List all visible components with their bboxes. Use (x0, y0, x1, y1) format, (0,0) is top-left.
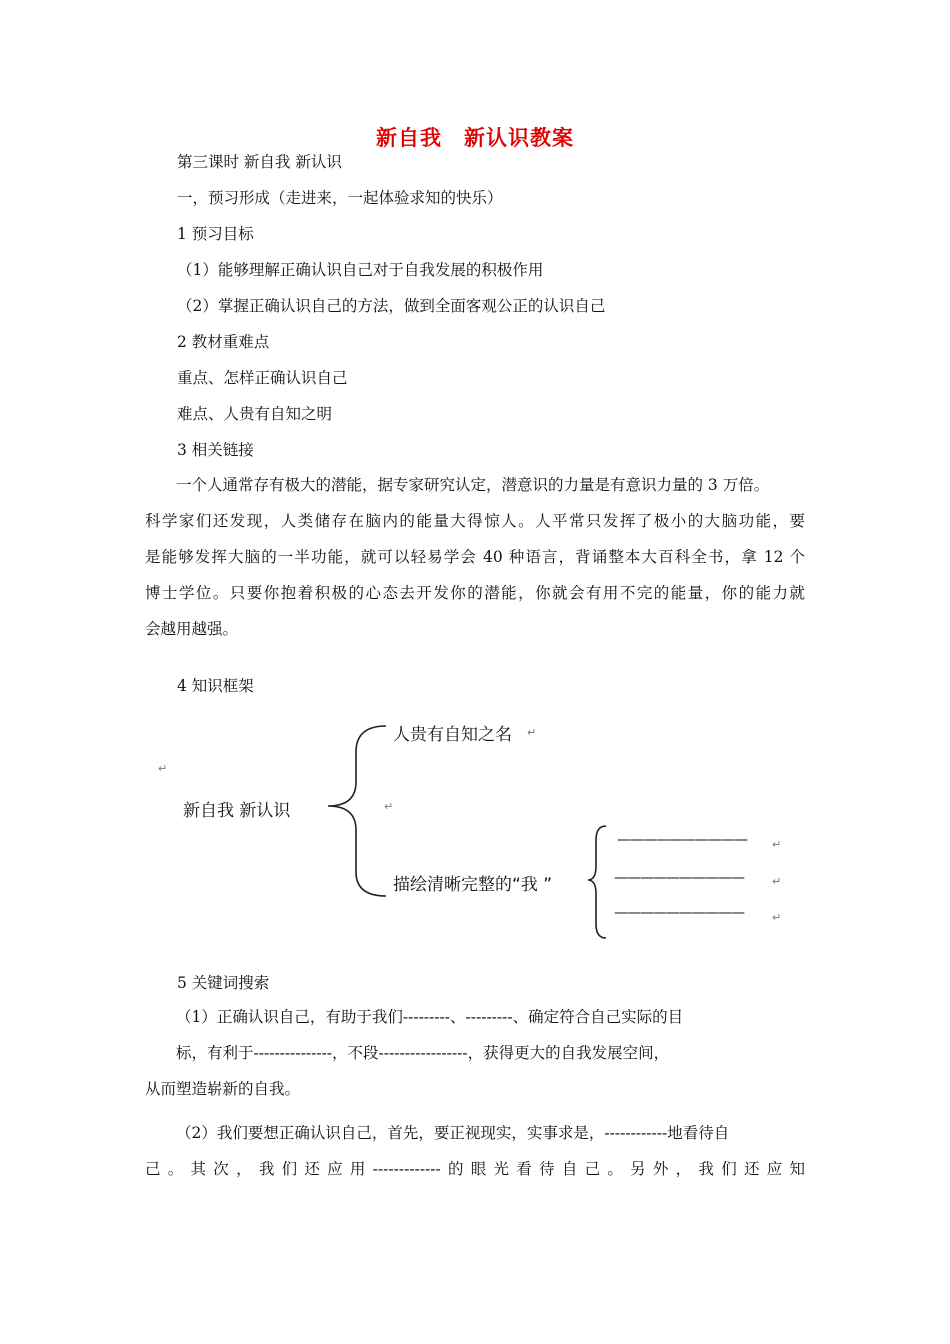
return-mark: ↵ (158, 762, 168, 775)
item5-heading: 5 关键词搜索 (177, 974, 270, 992)
return-mark: ↵ (527, 726, 537, 739)
return-mark: ↵ (772, 875, 782, 888)
blank-line: —————————— (614, 870, 744, 886)
return-mark: ↵ (772, 911, 782, 924)
item3-heading: 3 相关链接 (177, 441, 254, 459)
sub-brace (588, 826, 606, 938)
paragraph-line: 一个人通常存有极大的潜能，据专家研究认定，潜意识的力量是有意识力量的 3 万倍。 (176, 476, 770, 494)
goal-2: （2）掌握正确认识自己的方法，做到全面客观公正的认识自己 (177, 297, 606, 315)
question-line: 己。其次，我们还应用-------------的眼光看待自己。另外，我们还应知 (145, 1160, 805, 1178)
blank-line: —————————— (617, 832, 747, 848)
paragraph-line: 是能够发挥大脑的一半功能，就可以轻易学会 40 种语言，背诵整本大百科全书，拿 12 个 (145, 548, 805, 566)
return-mark: ↵ (772, 838, 782, 851)
question-line: （2）我们要想正确认识自己，首先，要正视现实，实事求是，------------地看待自 (176, 1124, 730, 1142)
diagram-branch-2: 描绘清晰完整的“我 ” (393, 875, 553, 895)
question-line: （1）正确认识自己，有助于我们---------、---------、确定符合自己实际的目 (176, 1008, 684, 1026)
keyword-question-2 (145, 1115, 805, 1187)
paragraph-line: 科学家们还发现，人类储存在脑内的能量大得惊人。人平常只发挥了极小的大脑功能，要 (145, 512, 805, 530)
blank-line: —————————— (614, 905, 744, 921)
key-point: 重点、怎样正确认识自己 (177, 369, 348, 387)
diagram-root: 新自我 新认识 (183, 801, 291, 821)
lesson-heading: 第三课时 新自我 新认识 (177, 153, 342, 171)
item1-heading: 1 预习目标 (177, 225, 254, 243)
paragraph-line: 博士学位。只要你抱着积极的心态去开发你的潜能，你就会有用不完的能量，你的能力就 (145, 584, 805, 602)
section-heading: 一，预习形成（走进来，一起体验求知的快乐） (177, 189, 503, 207)
main-brace (328, 726, 386, 896)
question-line: 标，有利于---------------，不段-----------------，获得更大的自我发展空间， (176, 1044, 670, 1062)
item2-heading: 2 教材重难点 (177, 333, 270, 351)
return-mark: ↵ (384, 800, 394, 813)
item4-heading: 4 知识框架 (177, 677, 254, 695)
document-title: 新自我 新认识教案 (376, 125, 574, 150)
keyword-question-1 (145, 999, 805, 1107)
goal-1: （1）能够理解正确认识自己对于自我发展的积极作用 (177, 261, 544, 279)
paragraph-line: 会越用越强。 (145, 620, 239, 638)
diagram-branch-1: 人贵有自知之名 (393, 725, 512, 745)
question-line: 从而塑造崭新的自我。 (145, 1080, 301, 1098)
difficult-point: 难点、人贵有自知之明 (177, 405, 333, 423)
